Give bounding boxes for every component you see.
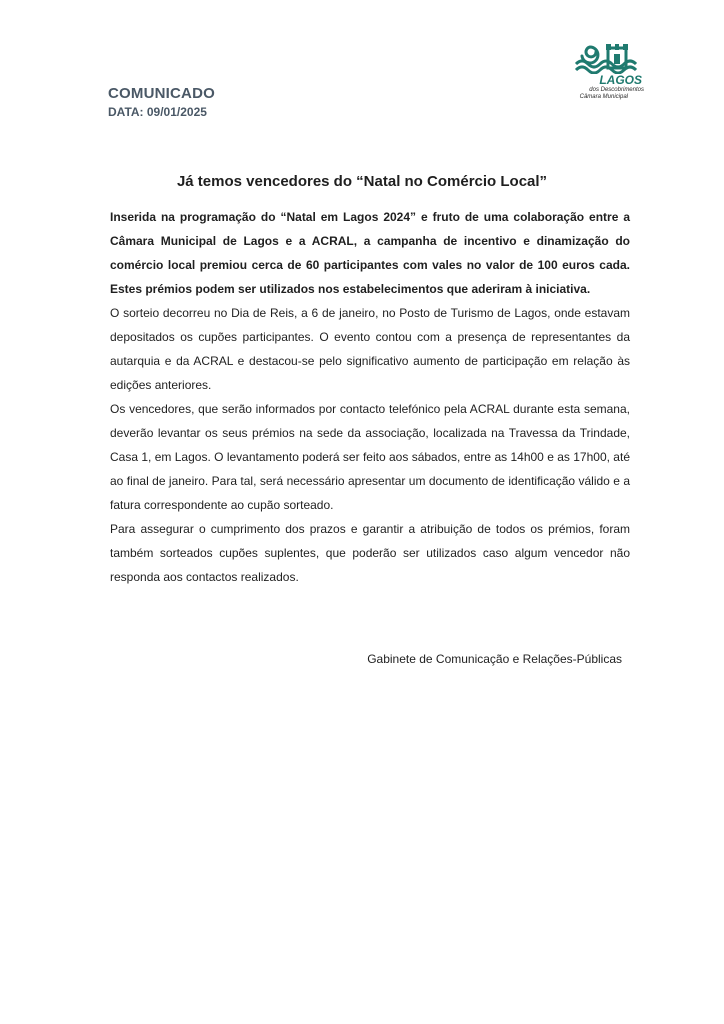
article-paragraph: O sorteio decorreu no Dia de Reis, a 6 de janeiro, no Posto de Turismo de Lagos, onde estavam depositados os cupões participantes. O evento contou com a presença de representantes da autarquia e da ACRAL e destacou-se pelo significativo aumento de participação em relação às edições anteriores.: [110, 306, 630, 392]
document-type: COMUNICADO: [108, 85, 215, 102]
article-paragraph: Para assegurar o cumprimento dos prazos e garantir a atribuição de todos os prémios, foram também sorteados cupões suplentes, que poderão ser utilizados caso algum vencedor não responda aos contactos realizados.: [110, 522, 630, 584]
document-date: DATA: 09/01/2025: [108, 105, 207, 119]
logo-subtitle-municipal: Câmara Municipal: [579, 94, 628, 100]
lagos-emblem-icon: [570, 40, 646, 74]
article-title: Já temos vencedores do “Natal no Comércio Local”: [176, 173, 548, 190]
article-paragraph: Os vencedores, que serão informados por contacto telefónico pela ACRAL durante esta semana, deverão levantar os seus prémios na sede da associação, localizada na Travessa da Trindade, Casa 1, em Lagos. O levantamento poderá ser feito aos sábados, entre as 14h00 e as 17h00, até ao final de janeiro. Para tal, será necessário apresentar um documento de identificação válido e a fatura correspondente ao cupão sorteado.: [110, 402, 630, 512]
document-header: [108, 84, 215, 121]
signature: Gabinete de Comunicação e Relações-Públicas: [367, 652, 622, 666]
lagos-logo: [570, 40, 646, 102]
logo-subtitle: dos Descobrimentos: [589, 87, 644, 93]
logo-name: LAGOS: [599, 73, 642, 87]
article-paragraph-lead: Inserida na programação do “Natal em Lagos 2024” e fruto de uma colaboração entre a Câmara Municipal de Lagos e a ACRAL, a campanha de incentivo e dinamização do comércio local premiou cerca de 60 participantes com vales no valor de 100 euros cada. Estes prémios podem ser utilizados nos estabelecimentos que aderiram à iniciativa.: [110, 210, 630, 296]
article-body: [110, 205, 630, 589]
